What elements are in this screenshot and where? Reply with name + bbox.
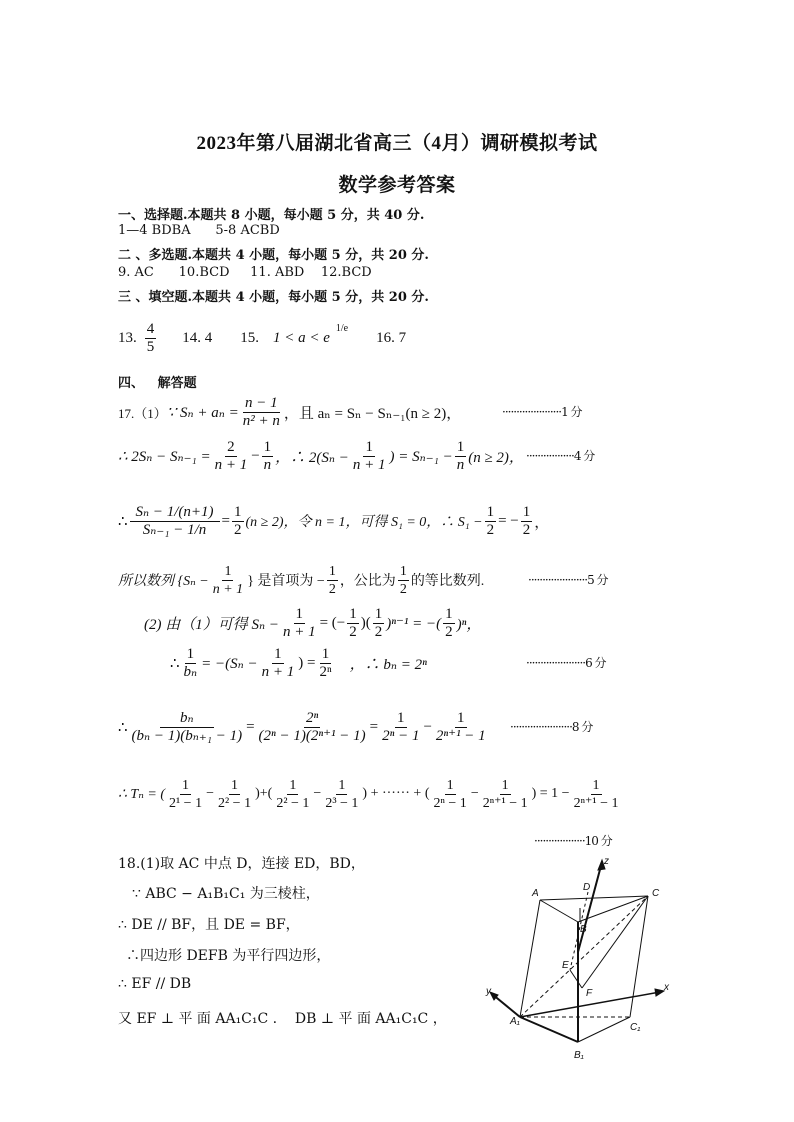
q17-l3-h3n: 1 (522, 503, 531, 520)
q17-p4-frac1 (130, 710, 245, 745)
q17-p5-t3d: 2² − 1 (276, 795, 310, 811)
figure-label: z (604, 856, 609, 867)
q17-p4-frac3 (380, 710, 421, 745)
q18-line-1: 18.(1)取 AC 中点 D，连接 ED，BD， (118, 856, 365, 872)
q14-answer: 14. 4 (182, 329, 213, 346)
q17-l2-a: ∴ 2Sₙ − Sₙ₋₁ = (118, 448, 211, 465)
q17-p5-t3 (274, 777, 311, 812)
q13-label: 13. (118, 329, 137, 346)
section-1-heading: 一、选择题.本题共 8 小题，每小题 5 分，共 40 分. (118, 208, 425, 223)
q17-p2-e: )ⁿ， (456, 616, 482, 633)
q17-p4-f3d: 2ⁿ − 1 (382, 727, 420, 744)
edge-AC (540, 896, 648, 900)
q17-p3-d: ，∴ bₙ = 2ⁿ (349, 656, 427, 673)
q17-l3-therefore: ∴ (118, 513, 128, 530)
q17-l2-f4d: n (456, 456, 465, 473)
figure-label: x (664, 982, 669, 993)
q17-l4-h2d: 2 (399, 581, 407, 597)
figure-label: A₁ (510, 1016, 520, 1027)
q17-p5-mid: ) + ······ + ( (362, 786, 430, 801)
diag-A1C (520, 896, 648, 1017)
q17-l3-compound-fraction (130, 504, 220, 539)
score-1: ·····················1 分 (502, 405, 582, 419)
q13-numerator: 4 (146, 320, 155, 337)
q17-p5-m3: − (470, 786, 479, 801)
score-5: ·····················5 分 (528, 573, 608, 587)
q17-p5-end: ) = 1 − (531, 786, 570, 801)
q17-l2-frac2 (262, 439, 274, 474)
q17-p5-m2: − (313, 786, 322, 801)
q17-p5-t6d: 2ⁿ⁺¹ − 1 (482, 795, 528, 811)
q17-l3-hn: 1 (234, 503, 242, 520)
figure-label: B₁ (574, 1050, 584, 1061)
q17-l4-half (327, 563, 338, 598)
q18-line-3: ∴ DE // BF，且 DE = BF， (118, 917, 300, 933)
page-title: 2023年第八届湖北省高三（4月）调研模拟考试 (196, 133, 598, 154)
q17-p3-frac1 (182, 646, 200, 681)
q17-p2-fd: n + 1 (282, 623, 316, 640)
q17-line-4 (118, 560, 484, 600)
q17-l1-fraction (241, 395, 282, 430)
q17-p2-d: )ⁿ⁻¹ = −( (386, 615, 442, 632)
q17-p5-t4 (323, 777, 360, 812)
q17-p4-f2d: (2ⁿ − 1)(2ⁿ⁺¹ − 1) (258, 727, 366, 744)
q17-p5-t5d: 2ⁿ − 1 (433, 795, 467, 811)
q17-p5-t1 (167, 777, 204, 812)
q17-part2-line-4: ∴ Tₙ = ( $\frac{1}{\text{2¹ − 1}}$ − $\frac{1}{\text{2² − 1}}$ )+( $\frac{1}{\text{2² − 1}}$ − $\frac{1}{\text{2³ − 1}}$ ) + ······ + ( $\frac{1}{\text{2ⁿ − 1}}$ − $\frac{1}{\text{2ⁿ⁺¹ − 1}}$ ) = 1 − $\frac{1}{\text{2ⁿ⁺¹ − 1}}$ (118, 777, 619, 811)
q17-p2-hd: 2 (349, 623, 357, 640)
q17-l2-f1d: n + 1 (214, 456, 248, 473)
q17-p3-c: ) = (298, 654, 316, 671)
q17-p4-eq1: = (246, 718, 255, 735)
figure-label: D (583, 882, 591, 893)
q17-l3-h2d: 2 (486, 521, 495, 538)
q17-p4-eq2: = (369, 718, 379, 735)
q17-l1-num: n − 1 (244, 394, 278, 411)
q17-l2-f2d: n (263, 456, 272, 473)
score-4: ·················4 分 (526, 449, 595, 463)
q17-p5-t2n: 1 (231, 777, 239, 793)
q17-l3-hd: 2 (234, 521, 242, 538)
figure-label: C (652, 888, 660, 899)
q17-p2-b: = (− (319, 614, 346, 631)
q17-p5-t4n: 1 (338, 777, 346, 793)
q13-denominator: 5 (146, 338, 155, 355)
seg-EF (570, 970, 582, 988)
q18-line-5: ∴ EF // DB (118, 976, 192, 992)
q17-p3-f2d: n + 1 (261, 663, 295, 680)
q17-l3-top: Sₙ − 1/(n+1) (130, 504, 220, 522)
q17-p4-frac4 (434, 710, 488, 745)
q17-p4-minus: − (423, 718, 432, 735)
q17-p2-fn: 1 (295, 605, 304, 622)
q17-p5-t7 (572, 777, 621, 812)
q17-p3-a: ∴ (170, 655, 180, 672)
q17-p5-t7n: 1 (592, 777, 600, 793)
q17-l2-f4n: 1 (456, 438, 465, 455)
axis-x-arrow (655, 989, 664, 996)
q17-l4-fd: n + 1 (212, 581, 244, 597)
q17-p2-c: )( (360, 614, 371, 631)
q17-p5-t3n: 1 (289, 777, 297, 793)
figure-label: A (532, 888, 539, 899)
score-8: ······················8 分 (510, 720, 593, 734)
q17-p3-gd: 2ⁿ (319, 663, 332, 680)
q17-p5-t7d: 2ⁿ⁺¹ − 1 (573, 795, 619, 811)
q17-l2-frac1 (213, 439, 250, 474)
q17-p5-t2 (216, 777, 253, 812)
q17-p5-t5 (432, 777, 469, 812)
page-subtitle: 数学参考答案 (338, 175, 456, 196)
q17-l4-hn: 1 (328, 563, 336, 579)
q17-p4-f3n: 1 (397, 709, 405, 726)
q17-p2-hn: 1 (349, 605, 357, 622)
q17-p5-t5n: 1 (446, 777, 454, 793)
q17-p3-f2n: 1 (274, 645, 282, 662)
q17-l3-h2n: 1 (486, 503, 495, 520)
figure-label: y (486, 986, 491, 997)
q17-l1-den: n² + n (242, 412, 280, 429)
q17-label: 17.（1） (118, 405, 167, 421)
q17-l2-f3d: n + 1 (352, 456, 386, 473)
q17-l1-text: ∵ Sₙ + aₙ = (166, 404, 239, 421)
q17-l4-c: ，公比为 (339, 574, 396, 589)
q17-l2-f3n: 1 (365, 438, 373, 455)
q17-part2-line-2 (170, 643, 427, 683)
figure-label: B (580, 924, 587, 935)
q17-p3-frac3 (317, 646, 333, 681)
q17-l2-minus: − (251, 447, 260, 464)
q17-part2-line-3 (118, 705, 490, 749)
q17-p4-f1n: bₙ (160, 710, 214, 728)
q17-p5-t1d: 2¹ − 1 (168, 795, 203, 811)
section-1-answers: 1—4 BDBA 5-8 ACBD (118, 223, 280, 238)
score-6: ·····················6 分 (526, 656, 606, 670)
q17-l1-mid: ，且 aₙ = Sₙ − Sₙ₋₁(n ≥ 2)， (283, 405, 462, 422)
q17-l3-half-2 (485, 504, 497, 539)
q17-l3-bottom: Sₙ₋₁ − 1/n (142, 521, 207, 538)
section-2-answers: 9. AC 10.BCD 11. ABD 12.BCD (118, 265, 372, 280)
axis-z (578, 862, 602, 952)
q17-l2-frac3 (351, 439, 388, 474)
q17-l3-eq: = (221, 512, 230, 529)
section-4-heading: 四、 解答题 (118, 376, 197, 391)
q17-l4-half-2 (398, 563, 409, 598)
prism-figure (480, 852, 690, 1072)
q16-answer: 16. 7 (376, 329, 407, 346)
q17-line-1 (118, 392, 461, 432)
q17-p2-h3n: 1 (445, 605, 453, 622)
q17-l4-hd: 2 (328, 581, 336, 597)
figure-label: C₁ (630, 1022, 641, 1033)
q17-p4-f4d: 2ⁿ⁺¹ − 1 (435, 727, 486, 744)
q17-l4-frac (211, 563, 245, 598)
q17-part2-line-1 (144, 603, 481, 643)
q17-p2-h2d: 2 (374, 623, 383, 640)
q17-p5-t6n: 1 (501, 777, 509, 793)
q17-l2-b: ，∴ 2(Sₙ − (275, 449, 349, 466)
q17-l4-fn: 1 (224, 563, 232, 579)
q17-p5-m1: − (206, 786, 214, 801)
q17-line-3 (118, 486, 549, 556)
q17-l2-f1n: 2 (227, 438, 235, 455)
q17-l3-end: ， (534, 514, 550, 531)
edge-A1B1 (520, 1017, 578, 1042)
q18-line-6: 又 EF ⊥ 平 面 AA₁C₁C . DB ⊥ 平 面 AA₁C₁C ， (118, 1011, 447, 1027)
q18-line-4: ∴四边形 DEFB 为平行四边形， (126, 948, 331, 964)
q17-p2-h3d: 2 (445, 623, 453, 640)
fill-answers (118, 318, 406, 358)
seg-FC (582, 896, 648, 988)
q17-l4-d: 的等比数列. (410, 574, 485, 589)
section-3-heading: 三 、填空题.本题共 4 小题，每小题 5 分，共 20 分. (118, 290, 429, 305)
q17-l2-f2n: 1 (263, 438, 272, 455)
q17-l4-a: 所以数列 {Sₙ − (118, 574, 209, 589)
q17-p3-b: = −(Sₙ − (201, 655, 258, 672)
edge-AA1 (520, 900, 540, 1017)
q17-l2-c: ) = Sₙ₋₁ − (389, 448, 453, 465)
q17-l3-half-3 (521, 504, 533, 539)
q17-p2-a: (2) 由（1）可得 Sₙ − (144, 616, 279, 633)
edge-AB (540, 900, 578, 922)
section-2-heading: 二 、多选题.本题共 4 小题，每小题 5 分，共 20 分. (118, 248, 429, 263)
q17-p4-f2n: 2ⁿ (305, 709, 319, 726)
q17-l4-b: } 是首项为 − (247, 574, 325, 589)
figure-label: E (562, 960, 569, 971)
q15-label: 15. (240, 329, 259, 346)
q17-l2-frac4 (455, 439, 467, 474)
q17-p2-half-3 (443, 606, 455, 641)
q17-p2-h2n: 1 (374, 605, 383, 622)
q13-fraction (145, 321, 157, 356)
q17-p5-t4d: 2³ − 1 (325, 795, 359, 811)
q17-p2-half-2 (373, 606, 385, 641)
figure-label: F (586, 988, 593, 999)
q15-exponent: 1/e (335, 322, 349, 334)
q17-l3-c: = − (498, 512, 519, 529)
q17-p4-f1d: (bₙ − 1)(bₙ₊₁ − 1) (131, 727, 243, 744)
q17-p5-t1n: 1 (182, 777, 190, 793)
edge-B1C1 (578, 1017, 630, 1042)
q15-answer: 1 < a < e (273, 329, 330, 346)
q17-l3-half (232, 504, 244, 539)
q17-l4-h2n: 1 (399, 563, 407, 579)
q17-p2-frac (281, 606, 318, 641)
q17-l3-h3d: 2 (522, 521, 531, 538)
q17-l3-b: (n ≥ 2)，令 n = 1，可得 S₁ = 0，∴ S₁ − (245, 515, 483, 530)
q17-p4-a: ∴ (118, 719, 128, 736)
q17-p3-frac2 (260, 646, 297, 681)
q17-line-2 (118, 436, 524, 476)
q17-p2-half (347, 606, 359, 641)
edge-CC1 (630, 896, 648, 1017)
q17-p3-fn: 1 (186, 645, 195, 662)
q17-p5-a: ∴ Tₙ = ( (118, 786, 165, 802)
q17-p4-frac2 (257, 710, 368, 745)
q17-p3-gn: 1 (321, 645, 330, 662)
score-10: ··················10 分 (534, 834, 612, 848)
q17-p5-t6 (481, 777, 530, 812)
q17-p5-t2d: 2² − 1 (217, 795, 252, 811)
q18-line-2: ∵ ABC − A₁B₁C₁ 为三棱柱， (132, 886, 320, 902)
q17-p3-fd: bₙ (183, 663, 198, 680)
q17-l2-d: (n ≥ 2)， (468, 449, 524, 466)
q17-p4-f4n: 1 (457, 709, 465, 726)
